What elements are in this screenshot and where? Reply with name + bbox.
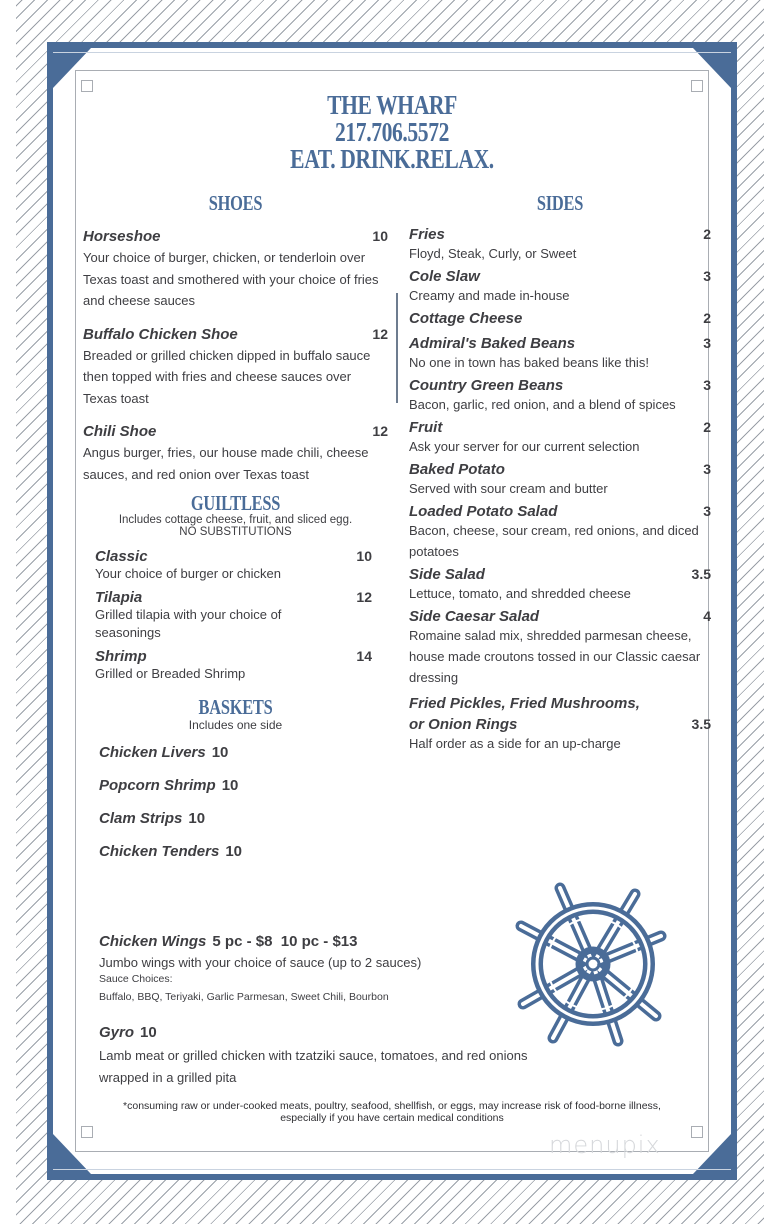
item-description: No one in town has baked beans like this!: [409, 355, 649, 370]
item-name: Fries: [409, 226, 445, 243]
menu-item: [409, 566, 711, 604]
guiltless-note-line: NO SUBSTITUTIONS: [179, 526, 292, 538]
baskets-list: [83, 744, 388, 860]
item-name: Fruit: [409, 419, 443, 436]
menu-item: [409, 310, 711, 327]
item-price: 12: [372, 325, 388, 342]
item-name: Side Salad: [409, 566, 485, 583]
item-name: Admiral's Baked Beans: [409, 335, 576, 352]
right-column: [409, 191, 711, 758]
menu-item: [409, 335, 711, 373]
sauce-list: Buffalo, BBQ, Teriyaki, Garlic Parmesan, Sweet Chili, Bourbon: [99, 991, 389, 1003]
item-name: Buffalo Chicken Shoe: [83, 325, 238, 343]
page-margin-left: [0, 0, 16, 1224]
left-column: [83, 191, 388, 876]
border-square-ornament: [691, 80, 703, 92]
border-square-ornament: [691, 1126, 703, 1138]
border-square-ornament: [81, 1126, 93, 1138]
item-description: Your choice of burger or chicken: [95, 566, 281, 581]
item-price: 3.5: [691, 716, 711, 732]
item-description: Grilled or Breaded Shrimp: [95, 666, 246, 681]
item-price: 3: [703, 377, 711, 393]
item-description: Ask your server for our current selection: [409, 439, 640, 454]
item-price: 3: [703, 335, 711, 351]
restaurant-phone: 217.706.5572: [335, 117, 449, 147]
section-title-sides: SIDES: [536, 191, 584, 215]
menu-item: [83, 326, 388, 410]
menu-item: [409, 608, 711, 688]
ship-wheel-icon: [513, 876, 673, 1051]
item-name: Chili Shoe: [83, 423, 157, 440]
item-price: 12: [356, 589, 372, 605]
item-price: 2: [703, 226, 711, 242]
item-price: 4: [703, 608, 711, 624]
item-description: Lettuce, tomato, and shredded cheese: [409, 586, 631, 601]
item-name: Shrimp: [95, 648, 147, 665]
item-description: Romaine salad mix, shredded parmesan cheese, house made croutons tossed in our Classic caesar dressing: [409, 628, 701, 685]
item-description: Lamb meat or grilled chicken with tzatziki sauce, tomatoes, and red onions wrapped in a grilled pita: [99, 1048, 528, 1085]
section-title-shoes: SHOES: [208, 191, 263, 215]
item-description: Half order as a side for an up-charge: [409, 736, 621, 751]
menu-header: [53, 92, 731, 173]
item-description: Angus burger, fries, our house made chili, cheese sauces, and red onion over Texas toast: [83, 445, 369, 482]
sauce-label: Sauce Choices:: [99, 973, 173, 985]
item-name: Country Green Beans: [409, 377, 564, 394]
item-description: Bacon, cheese, sour cream, red onions, and diced potatoes: [409, 523, 699, 559]
item-price: 2: [703, 310, 711, 326]
guiltless-note: [83, 514, 388, 538]
column-divider: [396, 293, 398, 403]
item-price: 3: [703, 503, 711, 519]
item-name: Cole Slaw: [409, 268, 480, 285]
baskets-note: Includes one side: [188, 718, 283, 732]
menu-item: [99, 843, 388, 860]
item-price: 12: [372, 423, 388, 439]
menu-item: [409, 503, 711, 562]
page-margin-right: [764, 0, 780, 1224]
item-name: Chicken Tenders: [99, 843, 220, 860]
menu-item: [409, 268, 711, 306]
item-name: Clam Strips: [99, 810, 183, 827]
item-name: Gyro: [99, 1024, 135, 1041]
menu-item: [83, 228, 388, 312]
item-description: Bacon, garlic, red onion, and a blend of spices: [409, 397, 676, 412]
item-name: Chicken Livers: [99, 744, 206, 761]
item-price: 10: [225, 843, 243, 860]
guiltless-note-line: Includes cottage cheese, fruit, and sliced egg.: [118, 514, 353, 526]
menu-item: [95, 548, 372, 583]
item-name: Cottage Cheese: [409, 310, 523, 327]
menu-item-gyro: [99, 1024, 559, 1089]
menu-item: [409, 377, 711, 415]
item-price: 3: [703, 268, 711, 284]
menu-item: [409, 226, 711, 264]
food-safety-disclaimer: [73, 1100, 711, 1124]
menu-item: [99, 744, 388, 761]
restaurant-tagline: EAT. DRINK.RELAX.: [290, 144, 494, 174]
menu-frame: [47, 42, 737, 1180]
restaurant-name: THE WHARF: [327, 90, 457, 120]
item-name: or Onion Rings: [409, 716, 518, 733]
menu-item: [95, 589, 372, 642]
section-title-guiltless: GUILTLESS: [190, 491, 281, 515]
item-price: 10: [372, 228, 388, 244]
item-price: 10: [356, 548, 372, 564]
disclaimer-line: *consuming raw or under-cooked meats, poultry, seafood, shellfish, or eggs, may increase risk of food-borne illness,: [123, 1100, 661, 1112]
item-name: Chicken Wings: [99, 933, 207, 950]
item-description: Grilled tilapia with your choice of seasonings: [95, 607, 282, 640]
item-description: Creamy and made in-house: [409, 288, 570, 303]
item-name: Horseshoe: [83, 228, 161, 245]
item-description: Jumbo wings with your choice of sauce (up to 2 sauces): [99, 955, 422, 970]
menu-item: [99, 810, 388, 827]
border-square-ornament: [81, 80, 93, 92]
item-description: Your choice of burger, chicken, or tenderloin over Texas toast and smothered with your choice of fries and cheese sauces: [83, 250, 379, 308]
item-price: 3: [703, 461, 711, 477]
item-name: Fried Pickles, Fried Mushrooms,: [409, 695, 640, 712]
item-name: Tilapia: [95, 589, 143, 606]
item-name: Baked Potato: [409, 461, 505, 478]
menu-item-wings: [99, 933, 559, 1006]
guiltless-items: [83, 548, 388, 683]
item-price: 14: [356, 648, 372, 664]
menu-item: [99, 777, 388, 794]
item-price: 3.5: [691, 566, 711, 582]
item-description: Floyd, Steak, Curly, or Sweet: [409, 246, 577, 261]
item-price: 10: [221, 777, 239, 794]
item-description: Served with sour cream and butter: [409, 481, 608, 496]
menu-item: [409, 461, 711, 499]
menu-item: [95, 648, 372, 683]
item-price: 10: [188, 810, 206, 827]
item-price: 10: [140, 1024, 157, 1041]
item-description: Breaded or grilled chicken dipped in buffalo sauce then topped with fries and cheese sauces over Texas toast: [83, 347, 371, 406]
menu-item: [83, 423, 388, 485]
menu-item: [409, 419, 711, 457]
item-price: 5 pc - $8 10 pc - $13: [212, 933, 358, 950]
item-price: 10: [211, 744, 229, 761]
item-name: Loaded Potato Salad: [409, 503, 558, 520]
item-price: 2: [703, 419, 711, 435]
item-name: Side Caesar Salad: [409, 608, 540, 625]
watermark: menupix: [549, 1131, 661, 1159]
item-name: Popcorn Shrimp: [99, 777, 216, 794]
item-name: Classic: [95, 548, 148, 565]
section-title-baskets: BASKETS: [198, 695, 273, 719]
menu-item: [409, 692, 711, 754]
disclaimer-line: especially if you have certain medical conditions: [280, 1112, 504, 1124]
